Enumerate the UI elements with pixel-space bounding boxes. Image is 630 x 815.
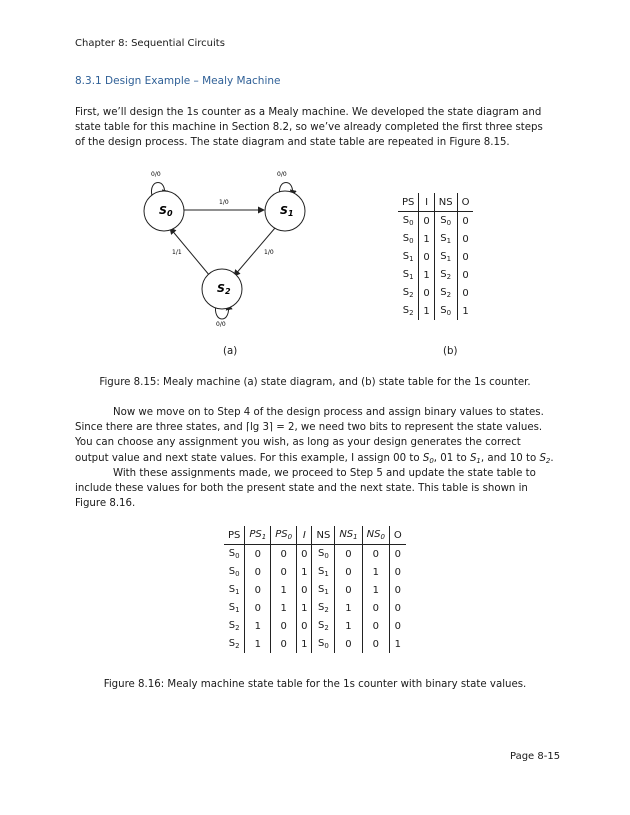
t1-cell: $S_2$ [434, 266, 457, 284]
t2-cell: 1 [362, 563, 389, 581]
t2-cell: 1 [335, 617, 362, 635]
t2-cell: 1 [271, 599, 297, 617]
step5-paragraph: With these assignments made, we proceed to Step 5 and update the state table to include these values for both the present state and the next state. This table is shown in Figure 8.16. [75, 468, 536, 510]
t1-cell: $S_2$ [402, 287, 414, 299]
t2-cell: 0 [271, 545, 297, 564]
t2-cell: 0 [362, 617, 389, 635]
t2-cell: $S_0$ [228, 566, 240, 578]
chapter-header: Chapter 8: Sequential Circuits [75, 38, 225, 49]
t1-row [398, 230, 473, 248]
state-s1-label: S1 [280, 204, 294, 218]
t2-cell: $S_2$ [228, 620, 240, 632]
t2-header: $PS_1$ [245, 526, 271, 545]
t2-cell: 0 [271, 635, 297, 653]
t2-cell: 0 [271, 617, 297, 635]
t2-cell: 1 [271, 581, 297, 599]
t1-cell: 0 [419, 212, 434, 231]
s2-to-s0-label: 1/1 [172, 249, 182, 256]
t1-cell: 0 [457, 284, 473, 302]
t2-cell: $S_1$ [312, 581, 335, 599]
t2-row [224, 545, 406, 564]
t2-row [224, 581, 406, 599]
s1-self-label: 0/0 [277, 171, 287, 178]
t2-cell: 1 [297, 563, 312, 581]
t2-cell: 0 [389, 617, 405, 635]
t1-row [398, 248, 473, 266]
table-label-b: (b) [443, 346, 458, 357]
t2-cell: $S_2$ [312, 599, 335, 617]
t2-cell: $S_0$ [312, 545, 335, 564]
state-table-2 [224, 526, 406, 653]
s1-to-s2-label: 1/0 [264, 249, 274, 256]
t2-header: $PS_0$ [271, 526, 297, 545]
t2-cell: 0 [389, 599, 405, 617]
t2-cell: 0 [335, 581, 362, 599]
t1-header: PS [398, 193, 419, 212]
t1-row [398, 266, 473, 284]
t2-cell: 0 [362, 599, 389, 617]
figure-8-16-caption: Figure 8.16: Mealy machine state table for the 1s counter with binary state values. [103, 679, 527, 690]
t2-cell: 0 [297, 581, 312, 599]
t2-cell: 1 [245, 617, 271, 635]
t2-header: I [297, 526, 312, 545]
t1-cell: $S_1$ [434, 248, 457, 266]
s0-self-label: 0/0 [151, 171, 161, 178]
t2-cell: 0 [245, 563, 271, 581]
t2-cell: $S_2$ [312, 617, 335, 635]
t1-cell: $S_0$ [434, 212, 457, 231]
state-table-1 [398, 193, 473, 320]
t1-cell: $S_1$ [402, 251, 414, 263]
figure-8-15-caption: Figure 8.15: Mealy machine (a) state diagram, and (b) state table for the 1s counter. [99, 377, 531, 388]
t2-cell: $S_0$ [228, 548, 240, 560]
t1-cell: 0 [457, 230, 473, 248]
t2-cell: $S_1$ [312, 563, 335, 581]
t1-cell: $S_2$ [402, 305, 414, 317]
step4-paragraph: Now we move on to Step 4 of the design process and assign binary values to states. Since there are three states, and ⌈lg 3⌉ = 2, we need two bits to represent the state values. You can choose any assignment you wish, as long as your design generates the correct output value and next state values. For this example, I assign 00 to $S_0$, 01 to $S_1$, and 10 to $S_2$. [75, 407, 554, 465]
t1-cell: 0 [419, 284, 434, 302]
t1-cell: 1 [419, 230, 434, 248]
t1-cell: 1 [419, 266, 434, 284]
intro-paragraph: First, we’ll design the 1s counter as a Mealy machine. We developed the state diagram and state table for this machine in Section 8.2, so we’ve already completed the first three steps of the design process. The state diagram and state table are repeated in Figure 8.15. [75, 107, 543, 149]
t2-cell: $S_1$ [228, 584, 240, 596]
t2-cell: 0 [389, 563, 405, 581]
t2-cell: 0 [271, 563, 297, 581]
t2-header: $NS_1$ [335, 526, 362, 545]
t1-row [398, 302, 473, 320]
diagram-label-a: (a) [223, 346, 238, 357]
t2-cell: 0 [245, 545, 271, 564]
state-diagram [130, 168, 320, 333]
t1-row [398, 284, 473, 302]
t1-header: O [457, 193, 473, 212]
t1-cell: 0 [457, 266, 473, 284]
t1-header: NS [434, 193, 457, 212]
t2-row [224, 599, 406, 617]
t1-cell: $S_0$ [402, 233, 414, 245]
t2-cell: 1 [297, 635, 312, 653]
t1-cell: 1 [419, 302, 434, 320]
t2-header: O [389, 526, 405, 545]
section-title: 8.3.1 Design Example – Mealy Machine [75, 75, 281, 87]
t2-cell: 1 [335, 599, 362, 617]
t2-cell: 0 [335, 635, 362, 653]
t1-cell: 0 [457, 212, 473, 231]
t2-cell: 0 [245, 581, 271, 599]
t1-cell: 1 [457, 302, 473, 320]
t2-cell: 1 [389, 635, 405, 653]
t1-cell: $S_2$ [434, 284, 457, 302]
t2-cell: 1 [297, 599, 312, 617]
t2-header: PS [224, 526, 245, 545]
t2-cell: 0 [245, 599, 271, 617]
t2-cell: 0 [297, 617, 312, 635]
t2-cell: 0 [362, 635, 389, 653]
t2-cell: 0 [389, 545, 405, 564]
t1-cell: $S_1$ [434, 230, 457, 248]
t2-cell: 0 [297, 545, 312, 564]
t2-header: $NS_0$ [362, 526, 389, 545]
t2-cell: 1 [245, 635, 271, 653]
t2-header: NS [312, 526, 335, 545]
t1-cell: $S_0$ [434, 302, 457, 320]
t1-cell: $S_0$ [402, 215, 414, 227]
state-s2-label: S2 [217, 282, 231, 296]
t2-cell: $S_2$ [228, 638, 240, 650]
t2-row [224, 563, 406, 581]
t2-cell: 0 [335, 563, 362, 581]
t1-cell: $S_1$ [402, 269, 414, 281]
state-s0-label: S0 [159, 204, 173, 218]
s2-self-label: 0/0 [216, 321, 226, 328]
t1-cell: 0 [457, 248, 473, 266]
s0-to-s1-label: 1/0 [219, 199, 229, 206]
t1-header: I [419, 193, 434, 212]
t1-row [398, 212, 473, 231]
t2-cell: $S_1$ [228, 602, 240, 614]
t1-cell: 0 [419, 248, 434, 266]
t2-cell: 0 [362, 545, 389, 564]
t2-cell: 0 [335, 545, 362, 564]
t2-cell: 1 [362, 581, 389, 599]
t2-row [224, 635, 406, 653]
t2-row [224, 617, 406, 635]
page-number: Page 8-15 [510, 751, 561, 762]
t2-cell: 0 [389, 581, 405, 599]
t2-cell: $S_0$ [312, 635, 335, 653]
